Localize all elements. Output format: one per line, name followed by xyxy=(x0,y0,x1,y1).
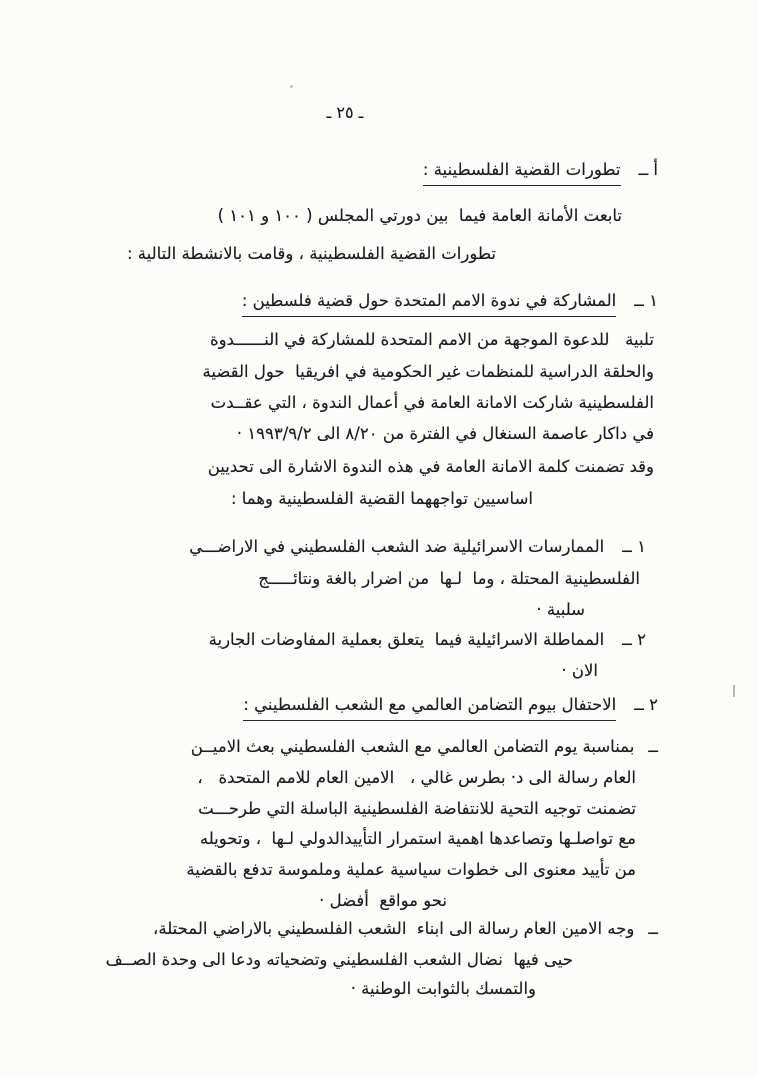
section1-marker: ١ ــ xyxy=(634,291,658,310)
text-line: وقد تضمنت كلمة الامانة العامة في هذه الندوة الاشارة الى تحديين xyxy=(207,457,654,476)
spacer xyxy=(604,628,622,651)
section2-heading xyxy=(243,693,658,721)
text-line: في داكار عاصمة السنغال في الفترة من ٨/٢٠ الى ١٩٩٣/٩/٢ · xyxy=(236,424,654,443)
scan-artifact xyxy=(290,85,293,88)
text-line: مع تواصلـها وتصاعدها اهمية استمرار التأييدالدولي لـها ، وتحويله xyxy=(199,829,636,848)
text-line: تلبية للدعوة الموجهة من الامم المتحدة للمشاركة في النــــــدوة xyxy=(209,330,654,349)
text-line: المماطلة الاسرائيلية فيما يتعلق بعملية المفاوضات الجارية xyxy=(208,630,605,649)
bullet-dash: ــ xyxy=(648,737,658,756)
spacer xyxy=(634,917,648,940)
text-line: العام رسالة الى د· بطرس غالي ، الامين العام للامم المتحدة ، xyxy=(197,768,636,787)
section2-title: الاحتفال بيوم التضامن العالمي مع الشعب الفلسطيني : xyxy=(243,693,616,721)
text-line: الممارسات الاسرائيلية ضد الشعب الفلسطيني في الاراضـــي xyxy=(189,537,605,556)
scan-artifact xyxy=(733,685,735,697)
text-line: من تأييد معنوى الى خطوات سياسية عملية وملموسة تدفع بالقضية xyxy=(186,860,636,879)
text-line: الفلسطينية المحتلة ، وما لـها من اضرار بالغة ونتائـــــج xyxy=(258,569,640,588)
text-line: الان · xyxy=(561,661,598,680)
list-item xyxy=(191,735,658,758)
text-line: تضمنت توجيه التحية للانتفاضة الفلسطينية الباسلة التي طرحـــت xyxy=(198,799,636,818)
heading-a-title: تطورات القضية الفلسطينية : xyxy=(423,158,621,186)
section2-marker: ٢ ــ xyxy=(634,695,658,714)
bullet-dash: ــ xyxy=(648,919,658,938)
text-line: نحو مواقع أفضل · xyxy=(319,891,447,910)
text-line: تطورات القضية الفلسطينية ، وقامت بالانشطة التالية : xyxy=(126,244,496,263)
text-line: اساسيين تواجههما القضية الفلسطينية وهما : xyxy=(230,489,533,508)
text-line: الفلسطينية شاركت الامانة العامة في أعمال الندوة ، التي عقــدت xyxy=(210,393,654,412)
page-number: ـ ٢٥ ـ xyxy=(326,103,364,122)
spacer xyxy=(604,535,622,558)
text-line: بمناسبة يوم التضامن العالمي مع الشعب الفلسطيني بعث الاميــن xyxy=(190,737,635,756)
text-line: والتمسك بالثوابت الوطنية · xyxy=(350,979,536,998)
spacer xyxy=(634,735,648,758)
spacer xyxy=(616,289,634,317)
section1-heading xyxy=(242,289,658,317)
list-item xyxy=(189,535,646,558)
text-line: سلبية · xyxy=(536,600,585,619)
list-item xyxy=(209,628,646,651)
heading-a xyxy=(423,158,658,186)
text-line: حيى فيها نضال الشعب الفلسطيني وتضحياته ودعا الى وحدة الصــف xyxy=(105,950,573,969)
text-line: وجه الامين العام رسالة الى ابناء الشعب الفلسطيني بالاراضي المحتلة، xyxy=(153,919,635,938)
text-line: والحلقة الدراسية للمنظمات غير الحكومية في افريقيا حول القضية xyxy=(202,362,654,381)
item-marker: ١ ــ xyxy=(622,537,646,556)
list-item xyxy=(153,917,658,940)
section1-title: المشاركة في ندوة الامم المتحدة حول قضية فلسطين : xyxy=(242,289,616,317)
spacer xyxy=(621,158,639,186)
item-marker: ٢ ــ xyxy=(622,630,646,649)
text-line: تابعت الأمانة العامة فيما بين دورتي المجلس ( ١٠٠ و ١٠١ ) xyxy=(217,206,622,225)
heading-a-marker: أ ــ xyxy=(638,160,658,179)
spacer xyxy=(616,693,634,721)
